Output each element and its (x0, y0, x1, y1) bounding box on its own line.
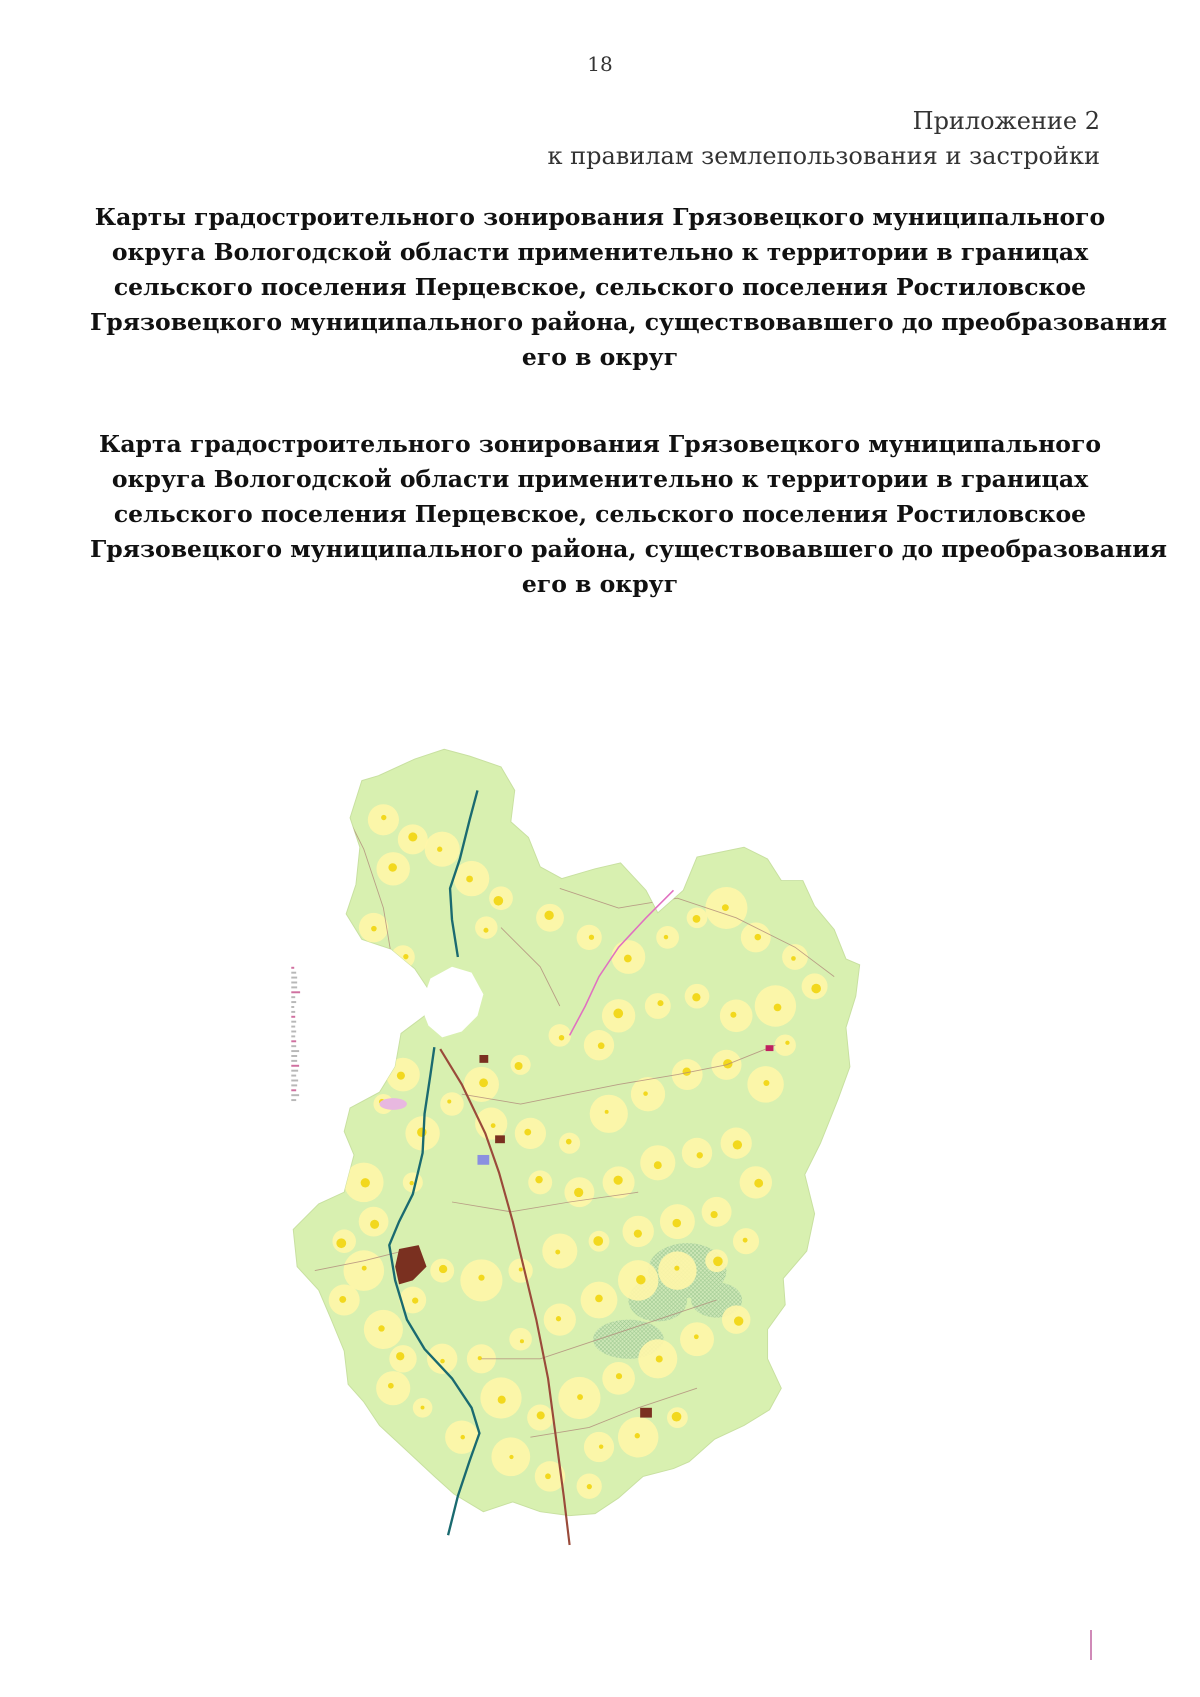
settlement-core (811, 984, 821, 994)
title-line: округа Вологодской области применительно к территории в границах (111, 465, 1089, 493)
settlement-zone (509, 1328, 532, 1351)
legend-fragment (291, 1055, 297, 1057)
settlement-core (556, 1316, 561, 1321)
legend-fragment (291, 1006, 294, 1008)
settlement-zone (680, 1322, 714, 1356)
legend-fragment (291, 996, 295, 998)
settlement-core (479, 1078, 488, 1087)
public-zone (477, 1155, 489, 1165)
settlement-core (378, 1325, 384, 1331)
settlement-core (614, 1176, 623, 1185)
settlement-core (515, 1062, 523, 1070)
settlement-core (362, 1266, 367, 1271)
title-line: его в округ (521, 343, 679, 371)
legend-fragment (291, 1026, 295, 1028)
title-line: сельского поселения Перцевское, сельского поселения Ростиловское (113, 273, 1087, 301)
settlement-core (674, 1266, 679, 1271)
settlement-core (589, 935, 594, 940)
settlement-core (461, 1435, 465, 1439)
legend-stub (291, 967, 300, 1101)
settlement-core (535, 1176, 542, 1183)
legend-fragment (291, 1094, 299, 1096)
title-line: Карта градостроительного зонирования Грязовецкого муниципального (98, 430, 1102, 458)
settlement-zone (343, 1250, 384, 1291)
settlement-zone (774, 1034, 795, 1055)
settlement-zone (475, 916, 497, 938)
settlement-core (673, 1219, 682, 1228)
legend-fragment (291, 1070, 298, 1072)
settlement-core (697, 1152, 703, 1158)
settlement-core (417, 1127, 426, 1136)
settlement-core (693, 915, 701, 923)
legend-fragment (291, 991, 300, 993)
settlement-core (734, 1316, 743, 1325)
settlement-core (598, 1042, 605, 1049)
document-title (90, 200, 1168, 375)
settlement-core (763, 1080, 769, 1086)
settlement-core (396, 1352, 404, 1360)
settlement-core (397, 1072, 405, 1080)
settlement-core (478, 1356, 482, 1360)
settlement-core (657, 1000, 663, 1006)
settlement-core (421, 1406, 425, 1410)
legend-fragment (291, 1075, 296, 1077)
settlement-core (636, 1275, 645, 1284)
page-number: 18 (587, 52, 613, 76)
legend-fragment (291, 1016, 295, 1018)
settlement-core (605, 1110, 609, 1114)
settlement-core (410, 1181, 414, 1185)
settlement-zone (702, 1197, 732, 1227)
settlement-core (381, 815, 386, 820)
settlement-core (408, 832, 417, 841)
settlement-core (437, 847, 442, 852)
legend-fragment (291, 1001, 296, 1003)
settlement-zone (440, 1092, 464, 1116)
settlement-zone (376, 1371, 410, 1405)
settlement-zone (682, 1138, 712, 1168)
settlement-core (654, 1161, 662, 1169)
title-line: его в округ (521, 570, 679, 598)
settlement-core (520, 1339, 524, 1343)
settlement-core (635, 1433, 640, 1438)
settlement-zone (590, 1095, 628, 1133)
legend-fragment (291, 972, 296, 974)
legend-fragment (291, 1084, 297, 1086)
settlement-core (494, 896, 504, 906)
settlement-core (733, 1140, 742, 1149)
settlement-core (491, 1123, 496, 1128)
settlement-zone (348, 941, 380, 973)
legend-fragment (291, 982, 297, 984)
settlement-core (624, 955, 632, 963)
legend-fragment (291, 1080, 298, 1082)
settlement-core (656, 1355, 663, 1362)
settlement-core (692, 993, 700, 1001)
settlement-core (613, 1009, 623, 1019)
industrial-zone-small (495, 1135, 505, 1143)
settlement-core (754, 1179, 763, 1188)
scan-edge-mark (1090, 1630, 1092, 1660)
legend-fragment (291, 1021, 296, 1023)
settlement-core (447, 1100, 451, 1104)
settlement-core (711, 1211, 718, 1218)
settlement-core (361, 1178, 370, 1187)
settlement-core (498, 1396, 506, 1404)
legend-fragment (291, 977, 297, 979)
settlement-core (466, 876, 473, 883)
title-line: Карты градостроительного зонирования Грязовецкого муниципального (94, 203, 1106, 231)
legend-fragment (291, 1099, 296, 1101)
settlement-core (743, 1238, 748, 1243)
settlement-core (403, 954, 408, 959)
settlement-core (595, 1295, 603, 1303)
settlement-core (587, 1484, 592, 1489)
settlement-core (388, 863, 397, 872)
settlement-core (555, 1250, 560, 1255)
legend-fragment (291, 1040, 296, 1042)
map-content (291, 749, 859, 1545)
settlement-zone (631, 1077, 665, 1111)
settlement-zone (645, 993, 671, 1019)
legend-fragment (291, 1045, 296, 1047)
settlement-core (544, 911, 553, 920)
settlement-zone (391, 945, 415, 969)
settlement-core (388, 1383, 394, 1389)
industrial-zone-small (640, 1408, 652, 1418)
settlement-core (672, 1412, 682, 1422)
settlement-core (643, 1091, 648, 1096)
settlement-zone (549, 1024, 572, 1047)
settlement-core (574, 1188, 583, 1197)
settlement-core (336, 1238, 346, 1248)
settlement-core (755, 934, 762, 941)
appendix-subtitle: к правилам землепользования и застройки (547, 142, 1100, 170)
zoning-map-svg (285, 700, 935, 1620)
settlement-core (339, 1296, 346, 1303)
settlement-core (599, 1444, 603, 1448)
appendix-title: Приложение 2 (912, 107, 1100, 135)
special-zone-red (766, 1045, 774, 1051)
industrial-zone-small (479, 1055, 488, 1063)
settlement-core (439, 1265, 447, 1273)
legend-fragment (291, 1089, 296, 1091)
settlement-core (509, 1455, 513, 1459)
map-title (90, 427, 1168, 602)
special-zone-pink (379, 1098, 406, 1110)
settlement-core (371, 926, 377, 932)
title-line: Грязовецкого муниципального района, существовавшего до преобразования (90, 308, 1168, 336)
settlement-core (791, 956, 796, 961)
settlement-core (412, 1297, 418, 1303)
settlement-core (559, 1035, 564, 1040)
settlement-core (722, 904, 729, 911)
settlement-core (566, 1139, 572, 1145)
settlement-core (730, 1012, 736, 1018)
settlement-core (524, 1129, 531, 1136)
legend-fragment (291, 1011, 295, 1013)
zoning-map (285, 700, 935, 1620)
settlement-core (483, 928, 488, 933)
settlement-core (370, 1220, 379, 1229)
legend-fragment (291, 1035, 295, 1037)
legend-fragment (291, 967, 294, 969)
settlement-core (537, 1411, 545, 1419)
title-line: Грязовецкого муниципального района, существовавшего до преобразования (90, 535, 1168, 563)
legend-fragment (291, 986, 297, 988)
title-line: округа Вологодской области применительно к территории в границах (111, 238, 1089, 266)
settlement-core (785, 1041, 789, 1045)
legend-fragment (291, 1050, 299, 1052)
settlement-core (440, 1359, 445, 1364)
settlement-core (359, 951, 367, 959)
settlement-core (774, 1004, 782, 1012)
settlement-core (694, 1334, 699, 1339)
legend-fragment (291, 1031, 296, 1033)
settlement-core (664, 935, 668, 939)
settlement-core (593, 1236, 603, 1246)
legend-fragment (291, 1060, 297, 1062)
title-line: сельского поселения Перцевское, сельского поселения Ростиловское (113, 500, 1087, 528)
settlement-core (616, 1373, 622, 1379)
appendix-header (548, 104, 1101, 174)
settlement-core (713, 1257, 723, 1267)
settlement-core (634, 1230, 642, 1238)
settlement-core (577, 1394, 583, 1400)
settlement-core (545, 1473, 551, 1479)
settlement-core (478, 1275, 484, 1281)
settlement-core (519, 1267, 523, 1271)
legend-fragment (291, 1065, 299, 1067)
